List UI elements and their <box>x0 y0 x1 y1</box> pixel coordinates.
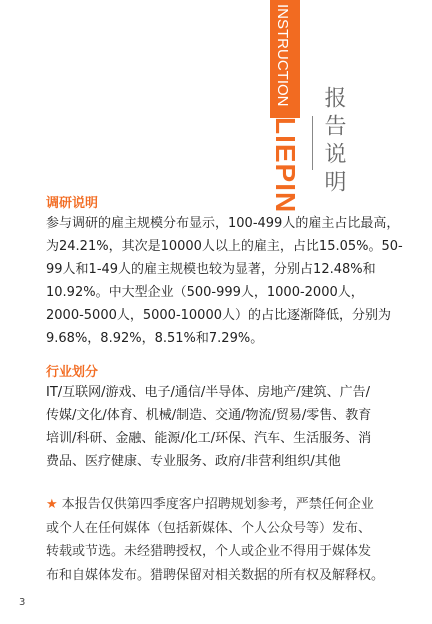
vertical-brand-label: LIEPIN <box>270 117 301 214</box>
section-title-research: 调研说明 <box>46 196 99 211</box>
vertical-instruction-label: INSTRUCTION <box>274 4 291 107</box>
section-title-industry: 行业划分 <box>46 365 99 380</box>
star-icon: ★ <box>46 497 58 512</box>
page-title: 报告说明 <box>321 86 346 198</box>
section-body-industry: IT/互联网/游戏、电子/通信/半导体、房地产/建筑、广告/ 传媒/文化/体育、机械/制造、交通/物流/贸易/零售、教育 培训/科研、金融、能源/化工/环保、汽车、生活服务、消 费品、医疗健康、专业服务、政府/非营利组织/其他 <box>46 385 372 469</box>
section-body-research: 参与调研的雇主规模分布显示，100-499人的雇主占比最高， 为24.21%，其次是10000人以上的雇主，占比15.05%。50- 99人和1-49人的雇主规模也较为显著，分别占12.48%和 10.92%。中大型企业（500-999人，1000-2000人， 2000-5000人，5000-10000人）的占比逐渐降低，分别为 9.68%，8.92%，8.51%和7.29%。 <box>46 216 403 346</box>
header-divider <box>312 116 313 170</box>
page-number: 3 <box>19 597 26 608</box>
copyright-notice <box>46 493 406 587</box>
notice-text: 本报告仅供第四季度客户招聘规划参考，严禁任何企业 或个人在任何媒体（包括新媒体、个人公众号等）发布、 转载或节选。未经猎聘授权，个人或企业不得用于媒体发 布和自媒体发布。猎聘保留对相关数据的所有权及解释权。 <box>46 497 385 583</box>
